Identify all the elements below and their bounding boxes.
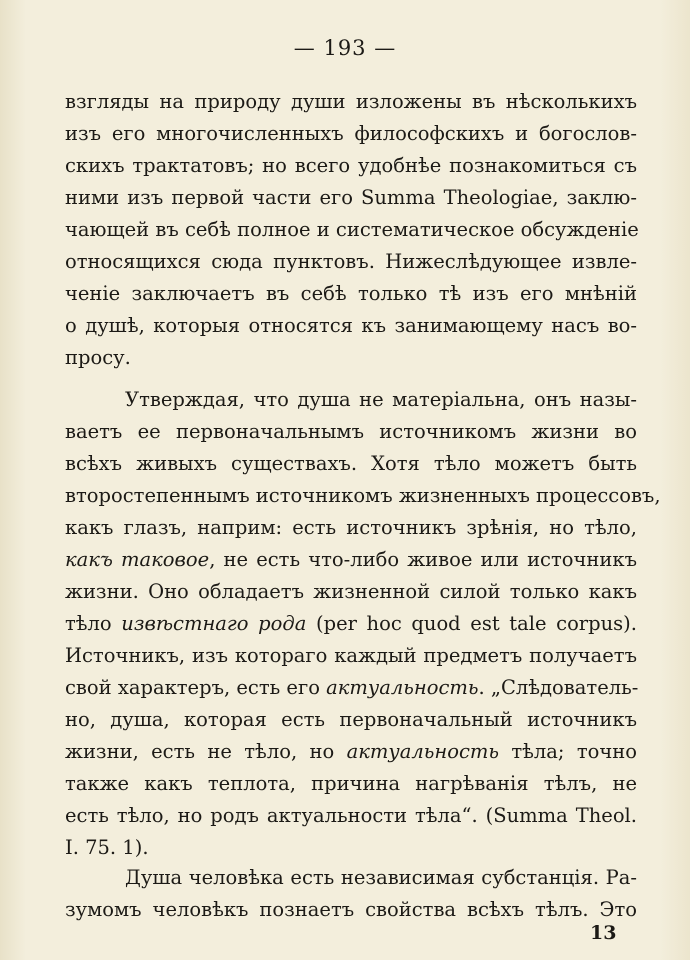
text-line: относящихся сюда пунктовъ. Нижеслѣдующее извле- [65, 250, 637, 273]
text-line: какъ глазъ, наприм: есть источникъ зрѣнія, но тѣло, [65, 516, 637, 539]
text-run: свой характеръ, есть его [65, 676, 327, 699]
signature-mark: 13 [590, 922, 617, 944]
text-line-with-italic [65, 608, 637, 640]
text-line: жизни. Оно обладаетъ жизненной силой только какъ [65, 580, 637, 603]
text-line: изъ его многочисленныхъ философскихъ и богослов- [65, 122, 637, 145]
text-line: Душа человѣка есть независимая субстанція. Ра- [125, 866, 637, 889]
text-line: Утверждая, что душа не матеріальна, онъ назы- [125, 388, 637, 411]
text-line: I. 75. 1). [65, 836, 149, 859]
text-run: . „Слѣдователь- [478, 676, 639, 699]
text-line: есть тѣло, но родъ актуальности тѣла“. (Summa Theol. [65, 804, 637, 827]
text-run: (per hoc quod est tale corpus). [306, 612, 637, 635]
italic-phrase: актуальность [326, 676, 479, 699]
text-line: ними изъ первой части его Summa Theologiae, заклю- [65, 186, 637, 209]
text-line: взгляды на природу души изложены въ нѣсколькихъ [65, 90, 637, 113]
text-line: также какъ теплота, причина нагрѣванія тѣлъ, не [65, 772, 637, 795]
text-line: ченіе заключаетъ въ себѣ только тѣ изъ его мнѣній [65, 282, 637, 305]
text-line: зумомъ человѣкъ познаетъ свойства всѣхъ тѣлъ. Это [65, 898, 637, 921]
text-line: но, душа, которая есть первоначальный источникъ [65, 708, 637, 731]
italic-phrase: извѣстнаго рода [121, 612, 307, 635]
text-run: тѣло [65, 612, 122, 635]
text-line: всѣхъ живыхъ существахъ. Хотя тѣло можетъ быть [65, 452, 637, 475]
text-line: Источникъ, изъ котораго каждый предметъ получаетъ [65, 644, 637, 667]
text-line: чающей въ себѣ полное и систематическое обсужденіе [65, 218, 639, 241]
text-line: второстепеннымъ источникомъ жизненныхъ процессовъ, [65, 484, 661, 507]
text-line-with-italic [65, 736, 637, 768]
text-line-with-italic [65, 672, 637, 704]
italic-phrase: какъ таковое [65, 548, 210, 571]
text-line: скихъ трактатовъ; но всего удобнѣе познакомиться съ [65, 154, 637, 177]
text-run: жизни, есть не тѣло, но [65, 740, 347, 763]
text-run: , не есть что-либо живое или источникъ [209, 548, 637, 571]
text-line: о душѣ, которыя относятся къ занимающему насъ во- [65, 314, 637, 337]
text-line: просу. [65, 346, 131, 369]
italic-phrase: актуальность [346, 740, 499, 763]
text-line: ваетъ ее первоначальнымъ источникомъ жизни во [65, 420, 637, 443]
page-number-header: — 193 — [293, 36, 397, 60]
text-line-with-italic [65, 544, 637, 576]
text-run: тѣла; точно [498, 740, 637, 763]
